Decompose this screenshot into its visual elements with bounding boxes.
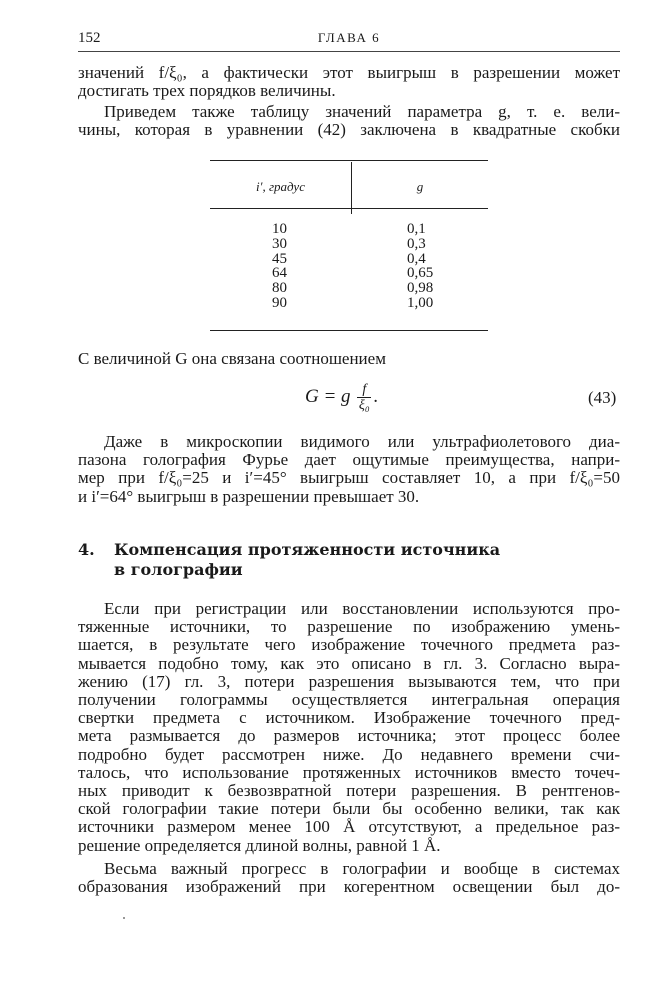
table-column-angle xyxy=(272,222,287,311)
text-line: подробно будет рассмотрен ниже. До недавнего времени счи- xyxy=(78,744,620,764)
text-line: мер при f/ξ₀=25 и i′=45° выигрыш составляет 10, а при f/ξ₀=50 xyxy=(78,468,620,488)
text-line: образования изображений при когерентном освещении был до- xyxy=(78,877,620,897)
table-cell: 90 xyxy=(272,294,287,311)
text-line: значений f/ξ₀, а фактически этот выигрыш в разрешении может xyxy=(78,63,620,82)
table-cell: 0,3 xyxy=(407,235,426,252)
table-cell: 0,98 xyxy=(407,280,434,297)
fraction-denominator: ξ₀ xyxy=(358,398,370,413)
table-cell: 30 xyxy=(272,235,287,252)
table-cell: 1,00 xyxy=(407,294,434,311)
section-title-line1: Компенсация протяженности источника xyxy=(114,540,501,559)
equation-number: (43) xyxy=(588,388,617,407)
text-line: решение определяется длиной волны, равной 1 Å. xyxy=(78,835,441,855)
text-line: ных приводит к безвозвратной потери разрешения. В рентгенов- xyxy=(78,781,620,801)
section-heading xyxy=(78,540,620,580)
table-cell: 80 xyxy=(272,280,287,297)
text-line: свертки предмета с источником. Изображение точечного пред- xyxy=(78,708,620,728)
fraction-numerator: f xyxy=(362,382,367,397)
text-line: мета размывается до размеров источника; этот процесс более xyxy=(78,726,620,746)
text-line: тяженные источники, то разрешение по изображению умень- xyxy=(78,617,620,637)
table-header-g: g xyxy=(416,179,424,194)
text-line: талось, что использование протяженных источников вместо точеч- xyxy=(78,762,620,782)
section-title-line2: в голографии xyxy=(114,560,243,579)
paragraph-6 xyxy=(78,860,620,896)
table-cell: 0,4 xyxy=(407,250,426,267)
table-top-rule xyxy=(210,160,488,161)
text-line: Даже в микроскопии видимого или ультрафиолетового диа- xyxy=(104,432,620,451)
text-line: и i′=64° выигрыш в разрешении превышает 30. xyxy=(78,486,420,506)
table-cell: 10 xyxy=(272,221,287,237)
text-line: С величиной G она связана соотношением xyxy=(78,349,386,368)
equation-fraction xyxy=(357,382,371,413)
chapter-title: ГЛАВА 6 xyxy=(317,30,381,45)
text-line: шается, в результате чего изображение точечного предмета раз- xyxy=(78,635,620,655)
text-line: источники размером менее 100 Å отсутствуют, а предельное раз- xyxy=(78,817,620,837)
print-speck xyxy=(123,917,125,919)
text-line: ской голографии такие потери были бы особенно велики, так как xyxy=(78,799,620,819)
equation-period: . xyxy=(373,385,379,407)
text-line: жению (17) гл. 3, потери разрешения вызываются тем, что при xyxy=(78,671,620,691)
equation-lhs: G = g xyxy=(305,385,351,407)
section-number: 4. xyxy=(78,540,95,559)
text-line: Приведем также таблицу значений параметра g, т. е. вели- xyxy=(104,102,620,121)
text-line: мывается подобно тому, как это описано в гл. 3. Согласно выра- xyxy=(78,653,620,673)
table-cell: 45 xyxy=(272,250,287,267)
table-header-rule xyxy=(210,208,488,209)
text-line: получении голограммы осуществляется интегральная операция xyxy=(78,690,620,710)
paragraph-2 xyxy=(78,103,620,139)
text-line: Весьма важный прогресс в голографии и вообще в системах xyxy=(104,859,620,878)
text-line: чины, которая в уравнении (42) заключена в квадратные скобки xyxy=(78,120,620,140)
table-cell: 64 xyxy=(272,265,287,282)
paragraph-5 xyxy=(78,600,620,855)
header-rule xyxy=(78,51,620,52)
paragraph-3 xyxy=(78,350,620,368)
page-number: 152 xyxy=(78,30,101,46)
table-cell: 0,1 xyxy=(407,221,426,237)
running-header xyxy=(78,30,620,50)
text-line: пазона голография Фурье дает ощутимые преимущества, напри- xyxy=(78,450,620,470)
table-header-angle: i′, градус xyxy=(256,179,305,194)
text-line: достигать трех порядков величины. xyxy=(78,81,336,101)
table-column-g xyxy=(407,222,433,311)
equation-43 xyxy=(305,382,378,413)
paragraph-4 xyxy=(78,433,620,506)
paragraph-1 xyxy=(78,64,620,100)
table-bottom-rule xyxy=(210,330,488,331)
text-line: Если при регистрации или восстановлении используются про- xyxy=(104,599,620,618)
table-cell: 0,65 xyxy=(407,265,434,282)
